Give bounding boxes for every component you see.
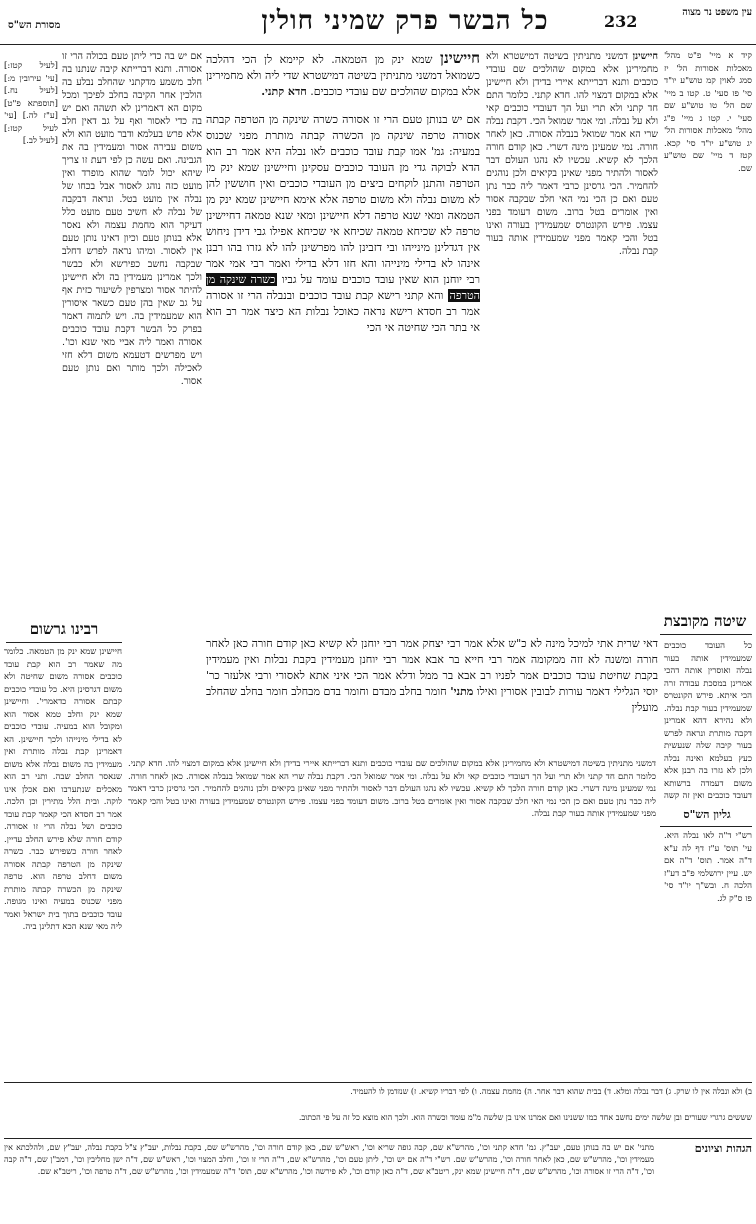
ein-mishpat-column (664, 50, 752, 610)
hagahot-text: מתני' אם יש בה בנותן טעם, יעב"ץ. גמ' חדא קתני וכו', מהרש"א שם, קבה גופה שריא וכו', ראש"ש שם, כאן קודם חורה וכו', מהרש"ש שם, בקבת נבלות, יעב"ץ צ"ל בקבת נבלה, יעב"ץ שם, ולהלכתא אין מעמידין וכו', מהרש"ש שם, כאן לאחר חורה וכו', מהרש"ש שם. רש"י ד"ה אם יש וכו', ליתן טעם וכו', מהרש"א שם, ד"ה הרי זו וכו', וחלב המצוי וכו', ראש"ש שם, ד"ה ישן מחליבין וכו', רמב"ן שם, ד"ה קבה וכו', ד"ה הרי זו אסורה וכו', מהרש"ש שם, ד"ה חיישינן שמא ינק, ריטב"א שם, ד"ה כאן קודם וכו', לא פירשה וכו', מהרש"א שם, תוס' ד"ה שמעמידין וכו', מהרש"ש שם, ד"ה טרפה וכו', ריטב"א שם. (4, 1143, 654, 1176)
page-title: כל הבשר פרק שמיני חולין (261, 6, 549, 36)
footnote-line-2: שששים גרגרי שעורים ובן שלשה ימים נחשב אחד כמו ששנינו ואם אמרנו אינו בן שלשה מ"מ עומד וכשרה הוא. ולכך הוא מוצא כל זה על פי הכתוב. (298, 1113, 752, 1122)
highlighted-phrase: כשרה שינקה מן הטרפה (206, 273, 480, 302)
gemara-body (206, 112, 480, 632)
mishnah-label: מתני' (450, 685, 474, 698)
footnote-line-1: ב) ולא ונבלה אין לו שרק. ג) דבר נבלה ומלא. ד) בבית שהוא דבר אחר. ה) מחמת עצמה. ו) לפי דבריו קשיא. ז) שנזדמן לו להעמיד. (350, 1087, 752, 1096)
ein-mishpat-text: קיד א מיי' פ"ט מהל' מאכלות אסורות הל' יז סמג לאוין קמ טוש"ע יו"ד סי' פז סעי' ט. קטו ב מיי' שם הל' טו טוש"ע שם סעי' י. קטו ג מיי' פ"ג מהל' מאכלות אסורות הל' יג טוש"ע יו"ד סי' קכא. קטז ד מיי' שם טוש"ע שם. (664, 51, 752, 174)
hagahot-title: הגהות וציונים (694, 1142, 752, 1155)
tosafot-column: אם יש בה כדי ליתן טעם בכולה הרי זו אסורה. ותנא דברייתא קיבה שנתנו בה חלב משמע מדקתני שהחלב נבלע בה הולכין אחר הקיבה בחלב לפיכך ומכל מקום הא דאמרינן לא תשהה ואם יש בה כדי לאסור ואף על גב דאין חלב אלא פרש בעלמא ודבר מועט הוא ולא משום עבירה אסור ומעמידין בה את הגבינה. ואם עשה כן לפי דעת זו צריך שיהא יכול לומר שהוא מופרד ואין מועט כזה נוהג לאסור אבל בכחו של נבלה אין מועט בטל. ונראה דבקבה של נבלה לא חשיב טעם מועט כלל דעיקר הוא מחמת עצמה ולא נאסר אלא בנותן טעם וכיון דאינו נותן טעם אין לאסור. ומיהו נראה לפרש דחלב שבקבה נחשב כפירשא ולא כבשר ולכך אמרינן מעמידין בה ולא חיישינן להיתר אסור ומצרפין לשיעור כזית אף על גב שאין בהן טעם כשאר איסורין הוא שמעמידין בה. ויש לתמוה דאמר בפרק כל הבשר דקבת עובד כוכבים אסורה ואמר ליה אביי מאי שנא וכו'. ויש מפרשים דטעמא משום דלא חזי לאכילה ולכך מותר ואם נותן טעם אסור. (62, 51, 202, 387)
gemara-paragraph-2: והא קתני רישא קבת עובד כוכבים ובנבלה הרי זו אסורה אמר רב חסדא רישא נראה כאוכל נבלות הא כיצד אמר רב הוא אי בתר הכי שחיטה אי הכי (206, 289, 480, 334)
rashi-dibur-hamatchil: חיישינן (632, 51, 658, 62)
gemara-opening-word: חיישינן (440, 50, 480, 67)
bottom-rule (4, 1082, 752, 1083)
shita-mekubetzet-text: כל העובד כוכבים שמעמידין אותה בעור נבלה ואוסרין אותה דהכי אמרינן במסכת עבודה זרה הכי איתא. פירש הקונטרס שמעמידין בעור קבת נבלה. ולא נהירא דהא אמרינן דקבה מותרת ונראה לפרש בעור קיבה שלה שנעשית כעץ בעלמא ואינה נבלה ולכן לא גזרו בה רבנן אלא משום דעמדה ברשותא דעובד כוכבים ואין זה קשה (664, 641, 752, 800)
gemara-first-line: שמא ינק מן הטמאה. לא קיימא לן הכי דהלכה כשמואל דמשני מתניתין בשיטה דמישטרא שדי ליה ולא מחמירינן אלא במקום שהולכים שם עובדי כוכבים. (206, 53, 480, 98)
lower-commentary: דמשני מתניתין בשיטה דמישטרא ולא מחמירינן אלא במקום שהולכים שם עובדי כוכבים ותנא דברייתא איירי בדידן ולא חיישינן אלא במקום דמצוי להו. חדא קתני. כלומר התם חד קתני ולא תרי ועל הך דעובדי כוכבים קאי ולא על נבלה. ומי אמר שמואל הכי. דקבת נבלה שרי הא אמר שמואל בנבלה אסורה. כאן לאחר חורה. נמי שמעינן מינה דשרי. כאן קודם חורה הלכך לא קשיא. עכשיו לא נהגו העולם דבר לאסור ולהתיר מפני שאינן בקיאים ולכן נוהגים להחמיר. הכי גרסינן כרבי דאמר ליה כבר נתן טעם ואם כן הכי נמי האי חלב שבקבה אסור ואין אומרים בטל ברוב. משום דעומד בפני עצמו. פירש הקונטרס שמעמידין בעורה ואינו בטל והכי קאמר מפני שמעמידין אותה בעור קבת נבלה. (128, 759, 656, 819)
rabbeinu-gershom-text: חיישינן שמא ינק מן הטמאה. כלומר מה שאמר רב הוא קבת עובד כוכבים אסורה משום שחיטה ולא משום דגרסינן היא. כל עובדי כוכבים קבתם אסורה כדאמרי'. וחיישינן שמא ינק וחלב טמא אסור הוא ומקובל הוא במעיה. עובדי כוכבים לא בדילי מינייהו ולכך חיישינן. הא דאמרינן קבת נבלה מותרת ואין מעמידין בה משום נבלה אלא משום שנאסר החלב שבה. ותני רב הוא מאכלים שנתערבו ואם אכלן אינו לוקה. ובית הלל מתירין וכן הלכה. אמר רב חסדא הכי קאמר קבת עובד כוכבים ושל נבלה הרי זו אסורה. קודם חורה שלא פירש החלב עדיין. לאחר חורה כשפירש כבר. כשרה שינקה מן הטרפה קבתה אסורה משום דחלב טרפה הוא. טרפה שינקה מן הכשרה קבתה מותרת מפני שכנוס במעיה ואינו מגופה. עובד כוכבים בתוך בית ישראל ואמר ליה מאי שנא הכא דתלינן ביה. (4, 647, 122, 932)
gilyon-hashas-title: גליון הש"ס (683, 808, 731, 821)
shita-rule (660, 634, 752, 635)
page-number: 232 (604, 12, 638, 31)
hagahot-rule (4, 1138, 752, 1139)
rashi-text: דמשני מתניתין בשיטה דמישטרא ולא מחמירינן אלא במקום שהולכים שם עובדי כוכבים ותנא דברייתא איירי בדידן ולא חיישינן אלא במקום דמצוי להו. חדא קתני. כלומר התם חד קתני ולא תרי ועל הך דעובדי כוכבים קאי ולא על נבלה. ומי אמר שמואל הכי. דקבת נבלה שרי הא אמר שמואל בנבלה אסורה. כאן לאחר חורה. נמי שמעינן מינה דשרי. כאן קודם חורה הלכך לא קשיא. עכשיו לא נהגו העולם דבר לאסור ולהתיר מפני שאינן בקיאים ולכן נוהגים להחמיר. הכי גרסינן כרבי דאמר ליה כבר נתן טעם ואם כן הכי נמי האי חלב שבקבה אסור ואין אומרים בטל ברוב. משום דעומד בפני עצמו. פירש הקונטרס שמעמידין בעורה ואינו בטל והכי קאמר מפני שמעמידין אותה בעור קבת נבלה. (486, 51, 658, 257)
rabbeinu-gershom-title: רבינו גרשום (29, 620, 99, 638)
shita-mekubetzet-title: שיטה מקובצת (663, 612, 747, 630)
page-header (0, 0, 756, 45)
masoret-margin: [לעיל קטז:] [עי' עירובין מ:] [לעיל נח.] [תוספתא פ"ט] [ע"ז לה.] [עי' לעיל קטז:] [לעיל לב.] (4, 61, 58, 146)
gemara-top (206, 50, 480, 110)
gemara-paragraph: אם יש בנותן טעם הרי זו אסורה כשרה שינקה מן הטרפה קבתה אסורה טרפה שינקה מן הכשרה קבתה מותרת מפני שכנוס במעיה: גמ' אמו קבת עובד כוכבים לאו נבלה היא אמר רב הוא הדא לבוקה גדי מן העובד כוכבים עסקינן וחיישינן שמא ינק מן הטרפה והתנן לוקחים ביצים מן העובדי כוכבים ואין חוששין להן לא משום נבלה ולא משום טרפה אלא אימא חיישינן שמא ינק מן הטמאה ומאי שנא טרפה דלא חיישינן ומאי שנא טמאה דחיישינן טרפה לא שכיחא טמאה שכיחא אי שכיחא אפילו גבי דידן ניחוש אין דגדלינן מינייהו ובי דזבינן להו מפרשינן להו לא גזרו בהו רבנן אינהו לא בדילי מינייהו והא חזו דלא בדילי ואמר רבי אמי אמר רבי יוחנן הוא שאין עובד כוכבים עומד על גביו (206, 113, 480, 286)
gemara-kashe: חדא קתני. (261, 85, 307, 98)
rabbeinu-rule (6, 642, 122, 643)
masoret-hashas-label: מסורת הש"ס (8, 20, 61, 31)
gilyon-hashas-text: רש"י ד"ה לאו נבלה היא. עי' תוס' ע"ז דף לה ע"א ד"ה אמר. תוס' ד"ה אם יש. עיין ירושלמי פ"ב דע"ז הלכה ח. ובש"ך יו"ד סי' פז ס"ק לג. (664, 831, 752, 904)
ein-mishpat-label: עין משפט נר מצוה (682, 7, 752, 18)
mishnah-text: חומר בחלב מבדם וחומר בדם מבחלב חומר בחלב שהחלב מועלין (206, 685, 658, 714)
rashi-column (486, 50, 658, 610)
gemara-paragraph-3: דאי שרית אתי למיכל מינה לא כ"ש אלא אמר רבי יצחק אמר רבי יוחנן לא קשיא כאן קודם חורה כאן לאחר חורה ומשנה לא זזה ממקומה אמר רבי חייא בר אבא אמר רבי יוחנן מעמידין בקבת נבלות ואין מעמידין בקבת שחיטת עובד כוכבים אמר לפניו רב אבא בר ממל ודלא אמר הכי איני אתא לאסורי ורבי אלעזר כר' יוסי הגלילי דאמר עורות לבובין אסורין ואילו (206, 637, 658, 698)
gilyon-rule (660, 826, 752, 827)
gemara-wide (206, 636, 658, 754)
